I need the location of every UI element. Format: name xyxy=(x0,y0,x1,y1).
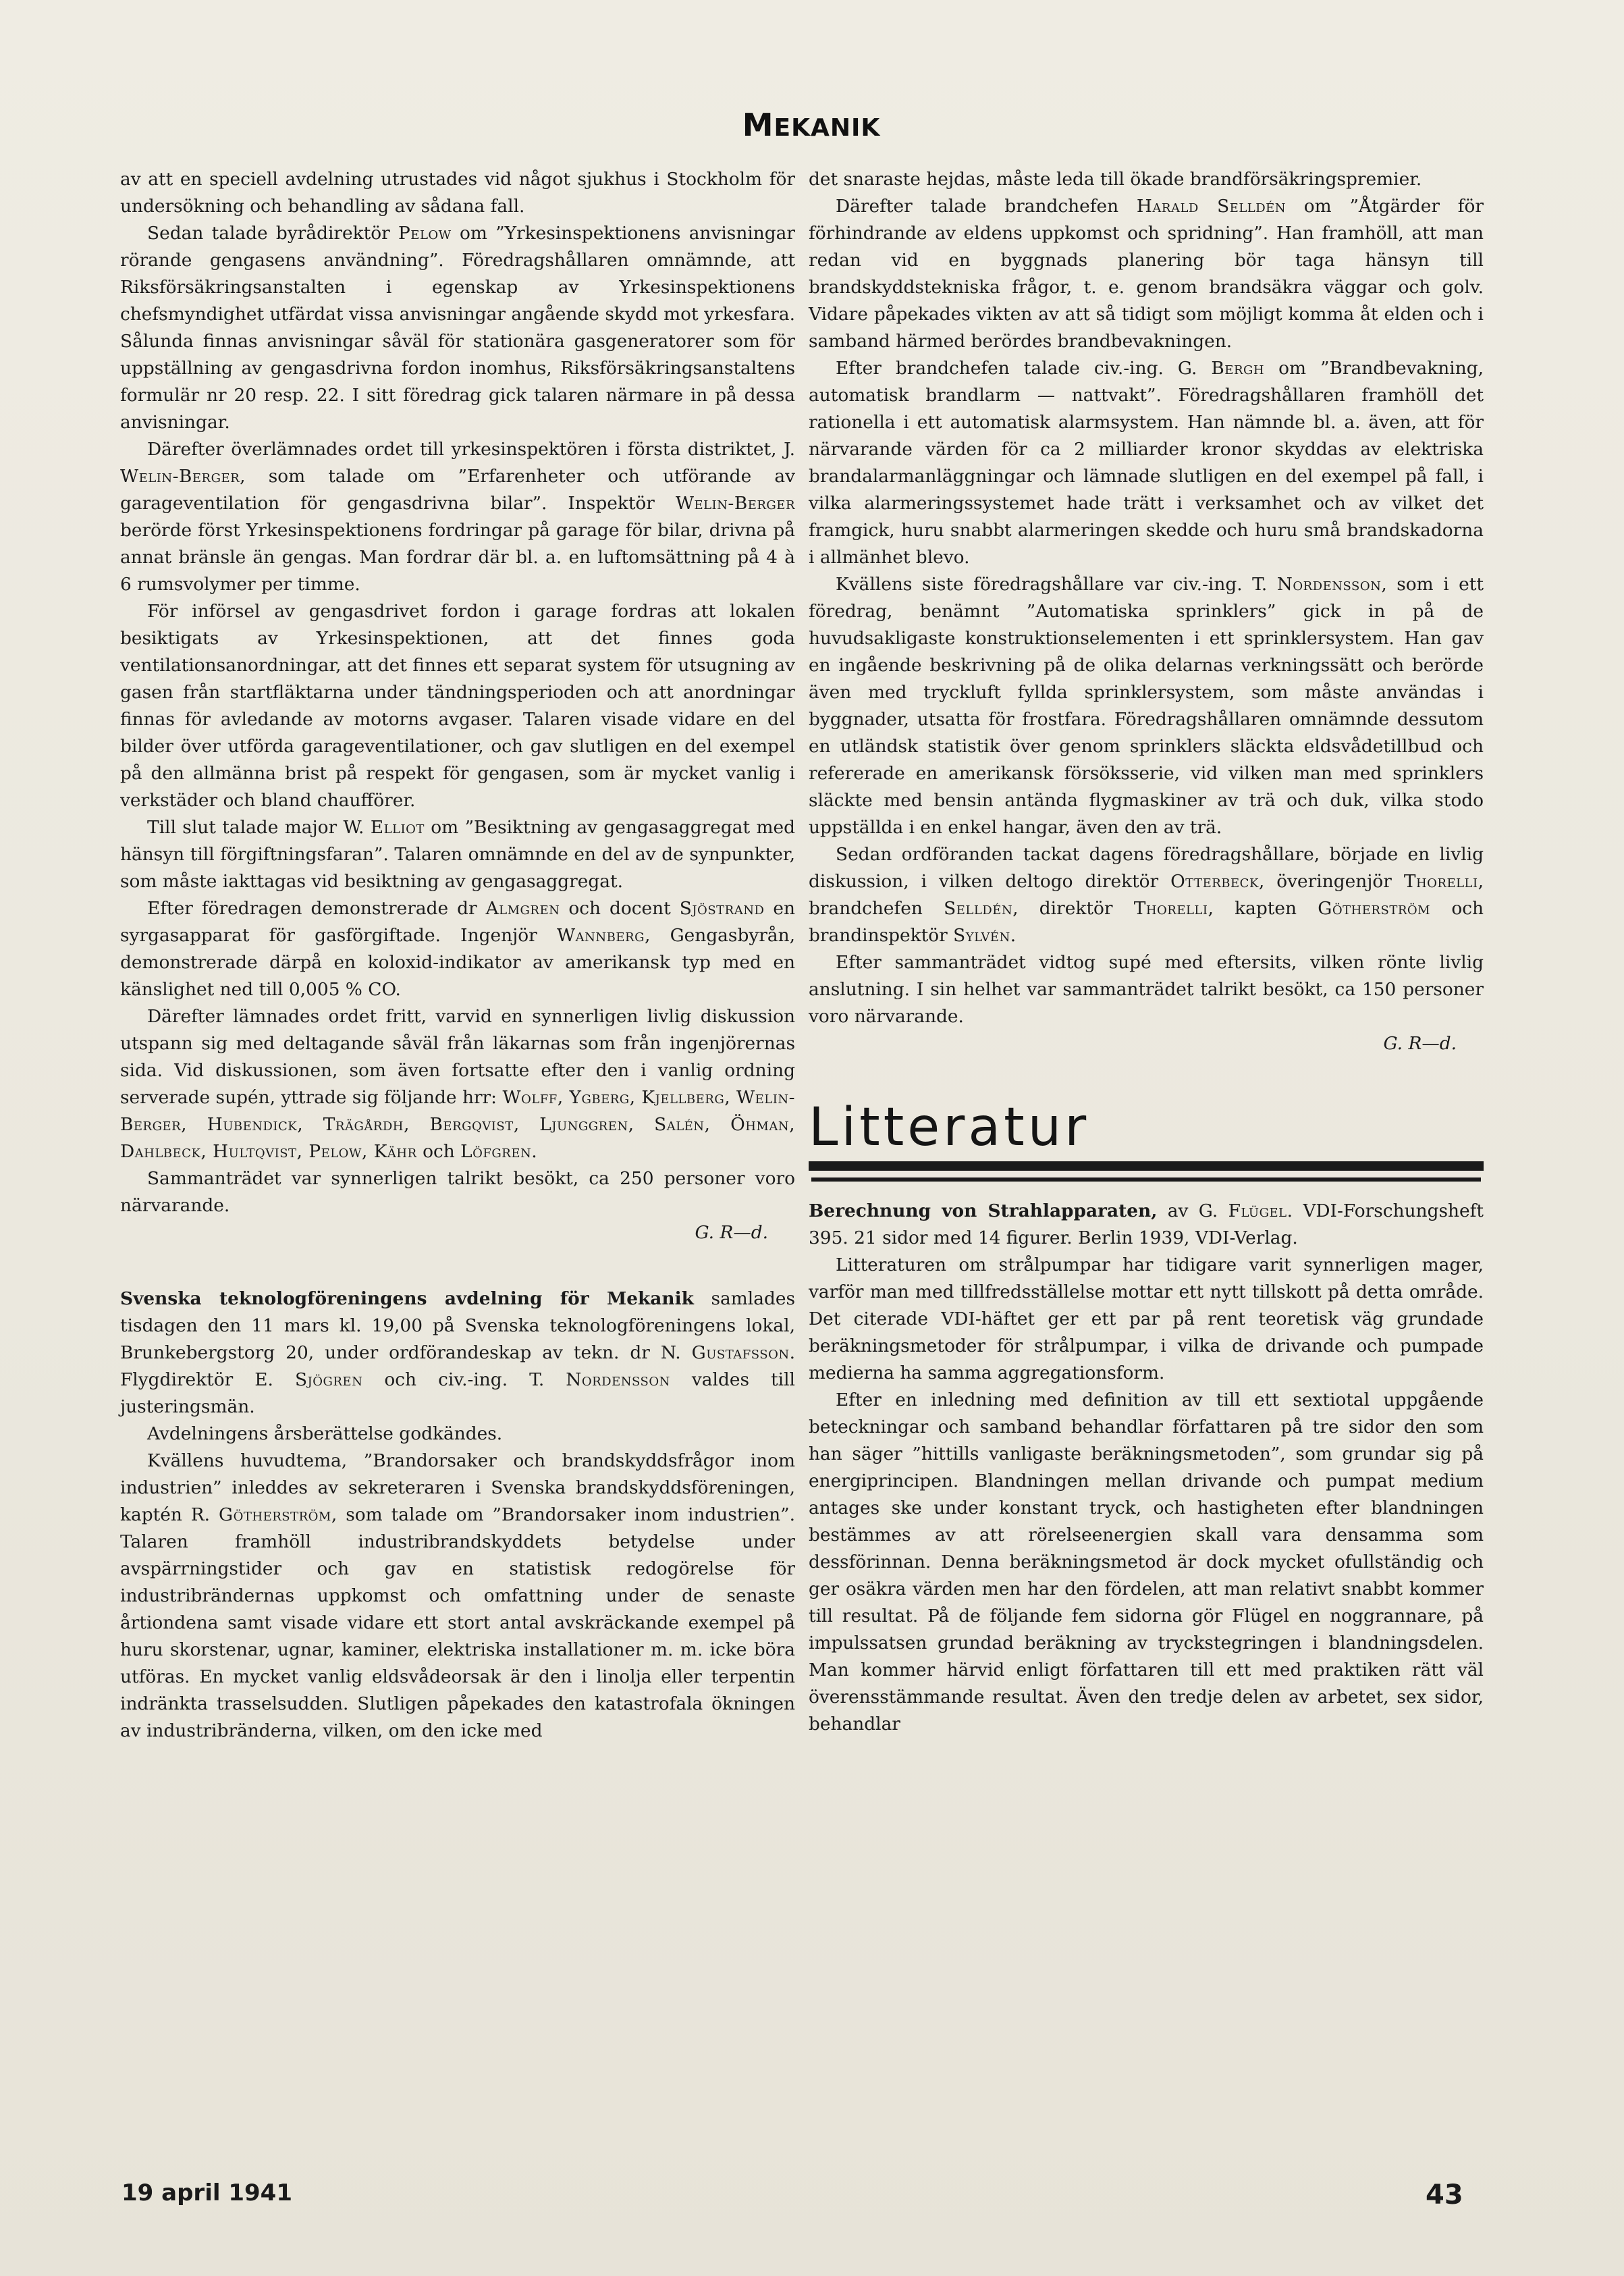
paragraph: Sedan talade byrådirektör Pelow om ”Yrkesinspektionens anvisningar rörande gengasens användning”. Föredragshållaren omnämnde, att Riksförsäkringsanstalten i egenskap av Yrkesinspektionens chefsmyndighet utfärdat vissa anvisningar angående skydd mot yrkesfara. Sålunda finnas anvisningar såväl för stationära gasgeneratorer som för uppställning av gengasdrivna fordon inomhus, Riksförsäkringsanstaltens formulär nr 20 resp. 22. I sitt föredrag gick talaren närmare in på dessa anvisningar. xyxy=(120,223,795,433)
person-name: Harald Selldén xyxy=(1136,196,1287,217)
person-name: Bergh xyxy=(1211,358,1265,379)
person-name: Sylvén xyxy=(953,925,1010,946)
section-heading: Svenska teknologföreningens avdelning för Mekanik xyxy=(120,1288,694,1309)
section-title-litteratur: Litteratur xyxy=(809,1097,1090,1158)
footer-date: 19 april 1941 xyxy=(121,2179,292,2206)
paragraph: Avdelningens årsberättelse godkändes. xyxy=(147,1423,503,1444)
paragraph: Sedan ordföranden tackat dagens föredragshållare, började en livlig diskussion, i vilken deltogo direktör Otterbeck, överingenjör Thorelli, brandchefen Selldén, direktör Thorelli, kapten Götherström och brandinspektör Sylvén. xyxy=(809,844,1484,946)
paragraph: Berechnung von Strahlapparaten, av G. Flügel. VDI-Forschungsheft 395. 21 sidor med 14 figurer. Berlin 1939, VDI-Verlag. xyxy=(809,1200,1484,1248)
person-name: Otterbeck xyxy=(1170,871,1259,892)
person-names: Wolff, Ygberg, Kjellberg, Welin-Berger, Hubendick, Trägårdh, Bergqvist, Ljunggren, Salén, Öhman, Dahlbeck, Hultqvist, Pelow, Kähr xyxy=(120,1087,795,1162)
paragraph: Efter föredragen demonstrerade dr Almgren och docent Sjöstrand en syrgasapparat för gasförgiftade. Ingenjör Wannberg, Gengasbyrån, demonstrerade därpå en koloxid-indikator av amerikansk typ med en känslighet ned till 0,005 % CO. xyxy=(120,898,795,1000)
running-header xyxy=(710,107,913,143)
paragraph: Efter en inledning med definition av till ett sextiotal uppgående beteckningar och samband behandlar författaren på tre sidor den som han säger ”hittills vanligaste beräkningsmetoden”, som grundar sig på energiprincipen. Blandningen mellan drivande och pumpat medium antages ske under konstant tryck, och hastigheten efter blandningen bestämmes av att rörelseenergien skall vara densamma som dessförinnan. Denna beräkningsmetod är dock mycket ofullständig och ger osäkra värden men har den fördelen, att man relativt snabbt kommer till resultat. På de följande fem sidorna gör Flügel en noggrannare, på impulssatsen grundad beräkning av tryckstegringen i blandningsdelen. Man kommer härvid enligt författaren till ett med praktiken rätt väl överensstämmande resultat. Även den tredje delen av arbetet, sex sidor, behandlar xyxy=(809,1390,1484,1735)
person-name: Gustafsson xyxy=(691,1342,790,1363)
paragraph: För införsel av gengasdrivet fordon i garage fordras att lokalen besiktigats av Yrkesinspektionen, att det finnes goda ventilationsanordningar, att det finnes ett separat system för utsugning av gasen från startfläktarna under tändningsperioden och att anordningar finnas för avledande av motorns avgaser. Talaren visade vidare en del bilder över utförda garageventilationer, och gav slutligen en del exempel på den allmänna brist på respekt för gengasen, som är mycket vanlig i verkstäder och bland chaufförer. xyxy=(120,601,795,811)
person-name: Welin-Berger xyxy=(120,466,240,487)
person-name: Götherström xyxy=(219,1504,331,1525)
paragraph: Därefter lämnades ordet fritt, varvid en synnerligen livlig diskussion utspann sig med deltagande såväl från läkarnas som från ingenjörernas sida. Vid diskussionen, som även fortsatte efter den i vanlig ordning serverade supén, yttrade sig följande hrr: Wolff, Ygberg, Kjellberg, Welin-Berger, Hubendick, Trägårdh, Bergqvist, Ljunggren, Salén, Öhman, Dahlbeck, Hultqvist, Pelow, Kähr och Löfgren. xyxy=(120,1006,795,1162)
person-name: Sjöstrand xyxy=(679,898,765,919)
paragraph: Sammanträdet var synnerligen talrikt besökt, ca 250 personer voro närvarande. xyxy=(120,1168,795,1216)
section-rule xyxy=(809,1161,1484,1171)
person-name: Elliot xyxy=(370,817,425,838)
paragraph: Till slut talade major W. Elliot om ”Besiktning av gengasaggregat med hänsyn till förgiftningsfaran”. Talaren omnämnde en del av de synpunkter, som måste iakttagas vid besiktning av gengasaggregat. xyxy=(120,817,795,892)
paragraph: Efter sammanträdet vidtog supé med eftersits, vilken rönte livlig anslutning. I sin helhet var sammanträdet talrikt besökt, ca 150 personer voro närvarande. xyxy=(809,952,1484,1027)
header-initial: M xyxy=(742,107,774,143)
person-name: Thorelli xyxy=(1133,898,1208,919)
signature: G. R—d. xyxy=(1383,1033,1457,1054)
book-title: Berechnung von Strahlapparaten, xyxy=(809,1200,1158,1221)
person-name: Pelow xyxy=(398,223,452,244)
person-name: Thorelli xyxy=(1403,871,1478,892)
person-name: Wannberg xyxy=(557,925,645,946)
paragraph: Litteraturen om strålpumpar har tidigare varit synnerligen mager, varför man med tillfredsställelse mottar ett nytt tillskott på detta område. Det citerade VDI-häftet ger ett par på rent teoretisk väg grundade beräkningsmetoder för strålpumpar, i vilka de drivande och pumpade medierna ha samma aggregationsform. xyxy=(809,1254,1484,1383)
person-name: Flügel xyxy=(1228,1200,1287,1221)
person-name: Sjögren xyxy=(294,1369,363,1390)
header-rest: EKANIK xyxy=(774,114,881,142)
signature: G. R—d. xyxy=(695,1222,768,1243)
paragraph: Efter brandchefen talade civ.-ing. G. Bergh om ”Brandbevakning, automatisk brandlarm — nattvakt”. Föredragshållaren framhöll det rationella i ett automatisk alarmsystem. Han nämnde bl. a. även, att för närvarande värden för ca 2 milliarder kronor skyddas av elektriska brandalarmanläggningar och lämnade slutligen en del exempel på fall, i vilka alarmeringssystemet hade trätt i verksamhet och av vilket det framgick, huru snabbt alarmeringen skedde och huru små brandskadorna i allmänhet blevo. xyxy=(809,358,1484,568)
paragraph: det snaraste hejdas, måste leda till ökade brandförsäkringspremier. xyxy=(809,169,1422,190)
person-name: Götherström xyxy=(1318,898,1431,919)
person-name: Almgren xyxy=(485,898,560,919)
paragraph: Därefter överlämnades ordet till yrkesinspektören i första distriktet, J. Welin-Berger, som talade om ”Erfarenheter och utförande av garageventilation för gengasdrivna bilar”. Inspektör Welin-Berger berörde först Yrkesinspektionens fordringar på garage för bilar, drivna på annat bränsle än gengas. Man fordrar där bl. a. en luftomsättning på 4 à 6 rumsvolymer per timme. xyxy=(120,439,795,595)
right-column xyxy=(809,166,1484,1738)
person-name: Selldén xyxy=(944,898,1013,919)
paragraph: Därefter talade brandchefen Harald Selldén om ”Åtgärder för förhindrande av eldens uppkomst och spridning”. Han framhöll, att man redan vid en byggnads planering bör taga hänsyn till brandskyddstekniska frågor, t. e. genom brandsäkra väggar och golv. Vidare påpekades vikten av att så tidigt som möjligt komma åt elden och i samband härmed berördes brandbevakningen. xyxy=(809,196,1484,352)
person-name: Welin-Berger xyxy=(675,493,795,514)
person-name: Nordensson xyxy=(566,1369,670,1390)
paragraph: Kvällens siste föredragshållare var civ.-ing. T. Nordensson, som i ett föredrag, benämnt ”Automatiska sprinklers” gick in på de huvudsakligaste konstruktionselementen i ett sprinklersystem. Han gav en ingående beskrivning på de olika delarnas verkningssätt och berörde även med tryckluft fyllda sprinklersystem, som måste användas i byggnader, utsatta för frostfara. Föredragshållaren omnämnde dessutom en utländsk statistik över genom sprinklers släckta eldsvådetillbud och refererade en amerikansk försöksserie, vid vilken man med sprinklers släckte med bensin antända flygmaskiner av trä och duk, vilka stodo uppställda i en enkel hangar, även den av trä. xyxy=(809,574,1484,838)
page-number: 43 xyxy=(1426,2179,1463,2211)
person-name: Löfgren xyxy=(460,1141,532,1162)
paragraph: Svenska teknologföreningens avdelning för Mekanik samlades tisdagen den 11 mars kl. 19,00 på Svenska teknologföreningens lokal, Brunkebergstorg 20, under ordförandeskap av tekn. dr N. Gustafsson. Flygdirektör E. Sjögren och civ.-ing. T. Nordensson valdes till justeringsmän. xyxy=(120,1288,795,1417)
paragraph: av att en speciell avdelning utrustades vid något sjukhus i Stockholm för undersökning och behandling av sådana fall. xyxy=(120,169,795,217)
person-name: Nordensson xyxy=(1276,574,1382,595)
left-column xyxy=(120,166,795,1745)
paragraph: Kvällens huvudtema, ”Brandorsaker och brandskyddsfrågor inom industrien” inleddes av sekreteraren i Svenska brandskyddsföreningen, kaptén R. Götherström, som talade om ”Brandorsaker inom industrien”. Talaren framhöll industribrandskyddets betydelse under avspärrningstider och gav en statistisk redogörelse för industribrändernas uppkomst och omfattning under de senaste årtiondena samt visade vidare ett stort antal avskräckande exempel på huru skorstenar, ugnar, kaminer, elektriska installationer m. m. icke böra utföras. En mycket vanlig eldsvådeorsak är den i linolja eller terpentin indränkta trasselsudden. Slutligen påpekades den katastrofala ökningen av industribränderna, vilken, om den icke med xyxy=(120,1450,795,1741)
